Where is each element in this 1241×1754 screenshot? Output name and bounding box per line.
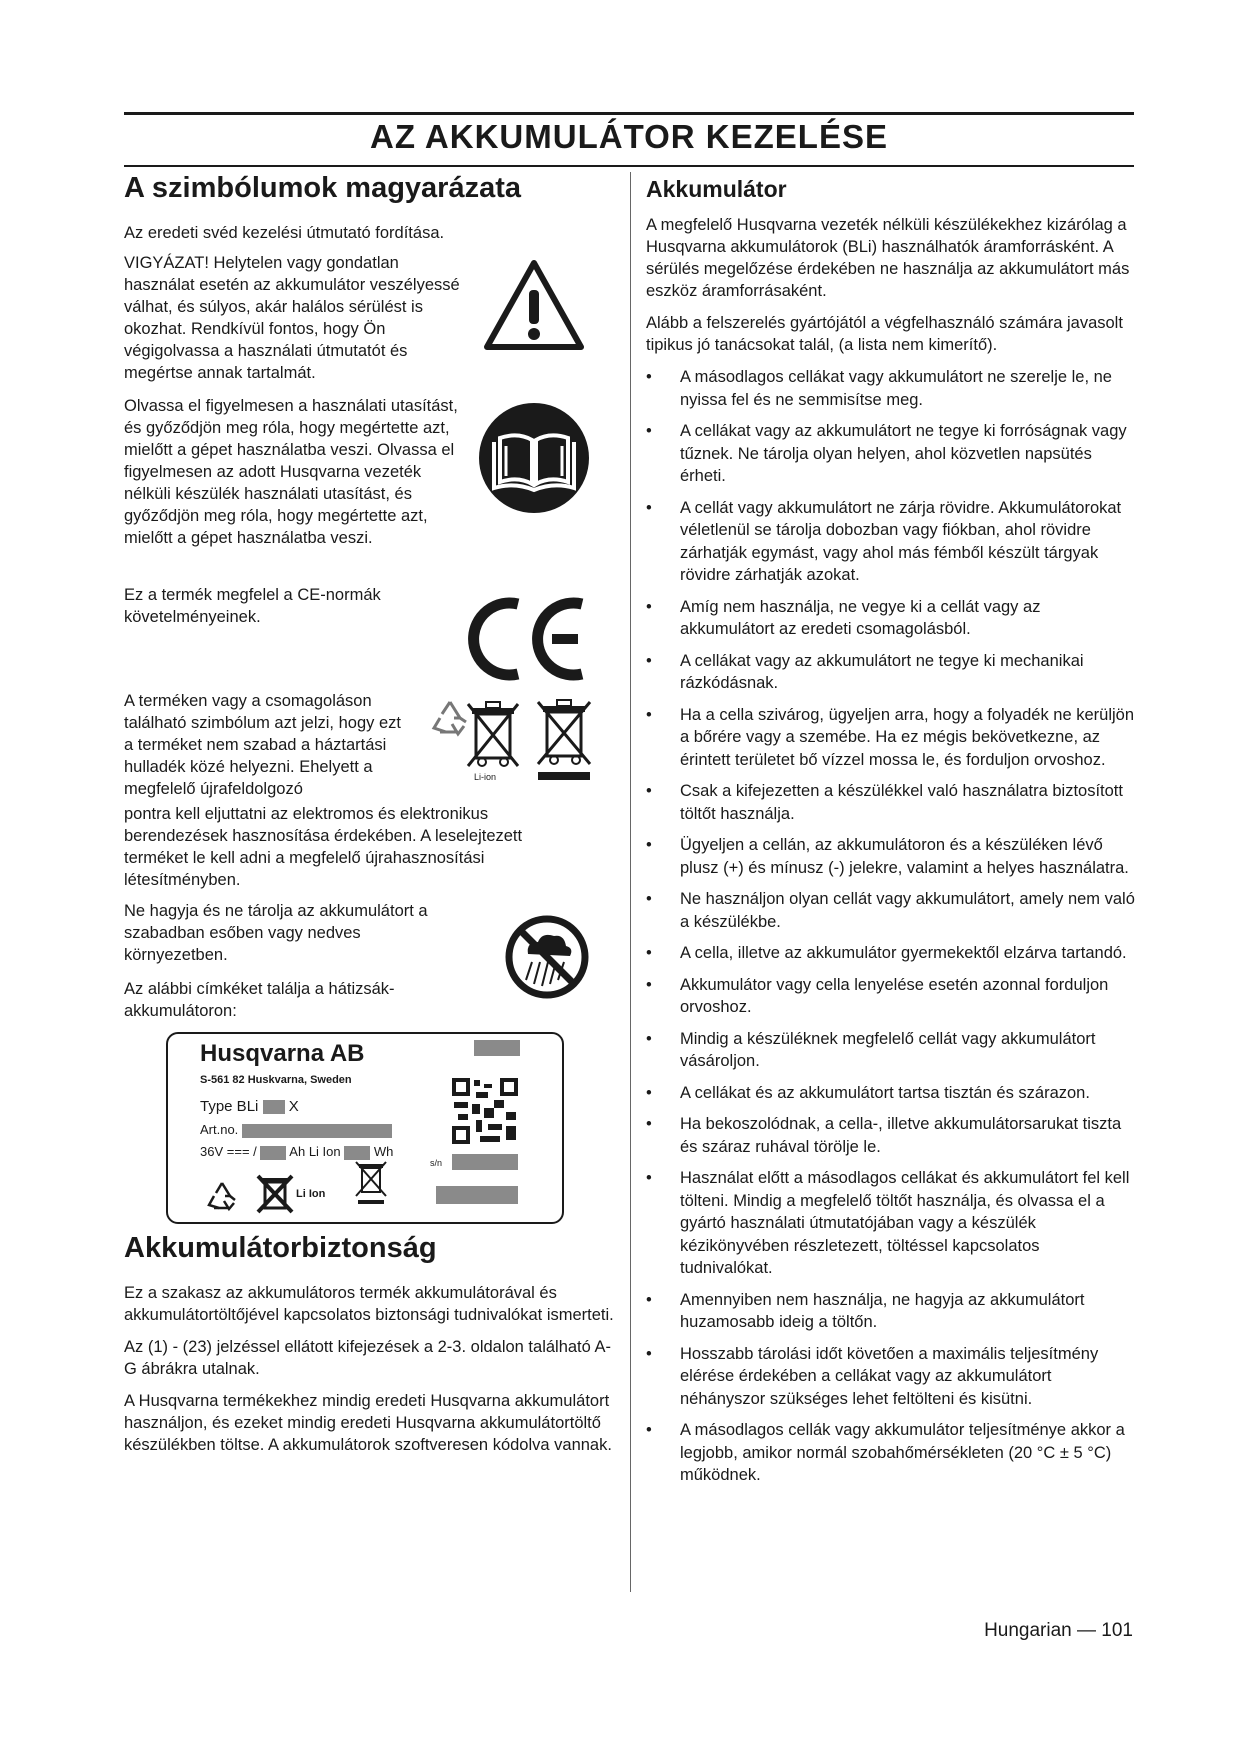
label-serial: s/n	[430, 1158, 443, 1168]
battery-bin-icon	[256, 1174, 294, 1216]
redacted-field	[344, 1146, 370, 1160]
list-item: • Amíg nem használja, ne vegye ki a cellát vagy az akkumulátort az eredeti csomagolásból.	[646, 596, 1136, 641]
list-item: • A cellát vagy akkumulátort ne zárja rövidre. Akkumulátorokat véletlenül se tárolja dobozban vagy fiókban, ahol rövidre zárhatják egymást, vagy ahol más fémből készült tárgyak rövidre zárhatják azokat.	[646, 497, 1136, 587]
battery-heading: Akkumulátor	[646, 176, 787, 202]
warning-text: VIGYÁZAT! Helytelen vagy gondatlan használat esetén az akkumulátor veszélyessé válhat, és súlyos, akár halálos sérülést is okozhat. Rendkívül fontos, hogy Ön végigolvassa a használati útmutatót és megértse annak tartalmát.	[124, 254, 460, 382]
weee-bin-icon	[354, 1160, 388, 1206]
page-number: Hungarian — 101	[984, 1620, 1133, 1641]
safety-heading: Akkumulátorbiztonság	[124, 1232, 437, 1264]
battery-paragraph: Alább a felszerelés gyártójától a végfelhasználó számára javasolt tipikus jó tanácsokat talál, (a lista nem kimerítő).	[646, 314, 1123, 354]
ce-mark-icon	[462, 594, 592, 684]
redacted-field	[452, 1154, 518, 1170]
list-item: • A másodlagos cellák vagy akkumulátor teljesítménye akkor a legjobb, amikor normál szobahőmérsékleten (20 °C ± 5 °C) működnek.	[646, 1419, 1136, 1487]
ce-text: Ez a termék megfelel a CE-normák követelményeinek.	[124, 586, 381, 626]
page-title: AZ AKKUMULÁTOR KEZELÉSE	[370, 118, 888, 155]
list-item: • Használat előtt a másodlagos cellákat és akkumulátort fel kell tölteni. Mindig a megfelelő töltőt használja, és olvassa el a gyártó használati útmutatójában vagy a készülék kézikönyvében részletezett, töltéssel kapcsolatos tudnivalókat.	[646, 1167, 1136, 1280]
qr-code-icon	[450, 1076, 520, 1146]
weee-text-continued: pontra kell eljuttatni az elektromos és elektronikus berendezések hasznosítása érdekében. A leselejtezett terméket le kell adni a megfelelő újrahasznosítási létesítményben.	[124, 805, 523, 889]
weee-bin-icon	[532, 698, 596, 782]
no-rain-icon	[504, 914, 590, 1000]
battery-body	[646, 214, 1136, 1496]
battery-paragraph: A megfelelő Husqvarna vezeték nélküli készülékekhez kizárólag a Husqvarna akkumulátorok (BLi) használhatók áramforrásként. A sérülés megelőzése érdekében ne használja az akkumulátort más eszköz áramforrásaként.	[646, 216, 1130, 300]
symbols-section	[124, 172, 612, 205]
list-item: • Csak a kifejezetten a készülékkel való használatra biztosított töltőt használja.	[646, 780, 1136, 825]
symbols-heading: A szimbólumok magyarázata	[124, 172, 521, 204]
label-type-suffix: X	[288, 1098, 299, 1115]
read-manual-icon	[478, 402, 590, 514]
label-wh: Wh	[373, 1144, 394, 1159]
label-company: Husqvarna AB	[200, 1040, 365, 1067]
safety-paragraph: Az (1) - (23) jelzéssel ellátott kifejezések a 2-3. oldalon található A-G ábrákra utalnak.	[124, 1338, 611, 1378]
redacted-field	[474, 1040, 520, 1056]
weee-bin-liion-icon	[462, 700, 524, 780]
labels-text: Az alábbi címkéket találja a hátizsák-akkumulátoron:	[124, 980, 395, 1020]
list-item: • Akkumulátor vagy cella lenyelése esetén azonnal forduljon orvoshoz.	[646, 974, 1136, 1019]
list-item: • A cellákat vagy az akkumulátort ne tegye ki forróságnak vagy tűznek. Ne tárolja olyan helyen, ahol közvetlen napsütés érheti.	[646, 420, 1136, 488]
manual-text: Olvassa el figyelmesen a használati utasítást, és győződjön meg róla, hogy megértette azt, mielőtt a gépet használatba veszi. Olvassa el figyelmesen az adott Husqvarna vezeték nélküli készülék használati utasítást, és győződjön meg róla, hogy megértette azt, mielőtt a gépet használatba veszi.	[124, 397, 458, 547]
product-label	[166, 1032, 564, 1224]
list-item: • Ha a cella szivárog, ügyeljen arra, hogy a folyadék ne kerüljön a bőrére vagy a szemébe. Ha ez mégis bekövetkezne, az érintett területet bő vízzel mossa le, és forduljon orvoshoz.	[646, 704, 1136, 772]
list-item: • A másodlagos cellákat vagy akkumulátort ne szerelje le, ne nyissa fel és ne semmisítse meg.	[646, 366, 1136, 411]
label-address: S-561 82 Huskvarna, Sweden	[200, 1074, 352, 1086]
safety-paragraphs	[124, 1282, 614, 1466]
redacted-field	[263, 1100, 285, 1114]
list-item: • Ha bekoszolódnak, a cella-, illetve akkumulátorsarukat tiszta és száraz ruhával törölje le.	[646, 1113, 1136, 1158]
title-underline	[124, 165, 1134, 167]
warning-triangle-icon	[482, 258, 586, 352]
label-voltage: 36V	[200, 1144, 224, 1159]
redacted-field	[242, 1124, 392, 1138]
list-item: • A cellákat és az akkumulátort tartsa tisztán és szárazon.	[646, 1082, 1136, 1105]
safety-paragraph: Ez a szakasz az akkumulátoros termék akkumulátorával és akkumulátortöltőjével kapcsolatos biztonsági tudnivalókat ismerteti.	[124, 1284, 614, 1324]
battery-section	[646, 176, 1136, 203]
label-art-no-text: Art.no.	[200, 1122, 239, 1137]
label-voltage-sep: === /	[226, 1144, 257, 1159]
redacted-field	[260, 1146, 286, 1160]
list-item: • A cella, illetve az akkumulátor gyermekektől elzárva tartandó.	[646, 942, 1136, 965]
column-divider	[630, 172, 631, 1592]
list-item: • Ügyeljen a cellán, az akkumulátoron és a készüléken lévő plusz (+) és mínusz (-) jelekre, valamint a helyes használatra.	[646, 834, 1136, 879]
list-item: • Ne használjon olyan cellát vagy akkumulátort, amely nem való a készülékbe.	[646, 888, 1136, 933]
weee-text: A terméken vagy a csomagoláson található szimbólum azt jelzi, hogy ezt a terméket nem szabad a háztartási hulladék közé helyezni. Ehelyett a megfelelő újrafeldolgozó	[124, 692, 401, 798]
redacted-field	[436, 1186, 518, 1204]
list-item: • Amennyiben nem használja, ne hagyja az akkumulátort huzamosabb ideig a töltőn.	[646, 1289, 1136, 1334]
label-liion-icon-text: Li Ion	[296, 1188, 326, 1200]
rain-text: Ne hagyja és ne tárolja az akkumulátort a szabadban esőben vagy nedves környezetben.	[124, 902, 428, 964]
label-art-no	[200, 1122, 392, 1138]
label-rating	[200, 1144, 393, 1160]
label-ah: Ah	[289, 1144, 306, 1159]
battery-bullet-list	[646, 366, 1136, 1487]
list-item: • Mindig a készüléknek megfelelő cellát vagy akkumulátort vásároljon.	[646, 1028, 1136, 1073]
top-rule	[124, 112, 1134, 115]
label-type-prefix: Type BLi	[200, 1098, 259, 1115]
liion-mark: Li-ion	[474, 772, 497, 782]
list-item: • A cellákat vagy az akkumulátort ne tegye ki mechanikai rázkódásnak.	[646, 650, 1136, 695]
recycle-icon	[206, 1180, 238, 1212]
label-liion: Li Ion	[308, 1144, 341, 1159]
list-item: • Hosszabb tárolási időt követően a maximális teljesítmény elérése érdekében a cellákat vagy az akkumulátort néhányszor szükséges lehet feltölteni és kisütni.	[646, 1343, 1136, 1411]
translation-note: Az eredeti svéd kezelési útmutató fordítása.	[124, 224, 445, 242]
safety-paragraph: A Husqvarna termékekhez mindig eredeti Husqvarna akkumulátort használjon, és ezeket mindig eredeti Husqvarna akkumulátortöltő készülékben töltse. A akkumulátorok szoftveresen kódolva vannak.	[124, 1392, 612, 1454]
label-type	[200, 1098, 299, 1115]
